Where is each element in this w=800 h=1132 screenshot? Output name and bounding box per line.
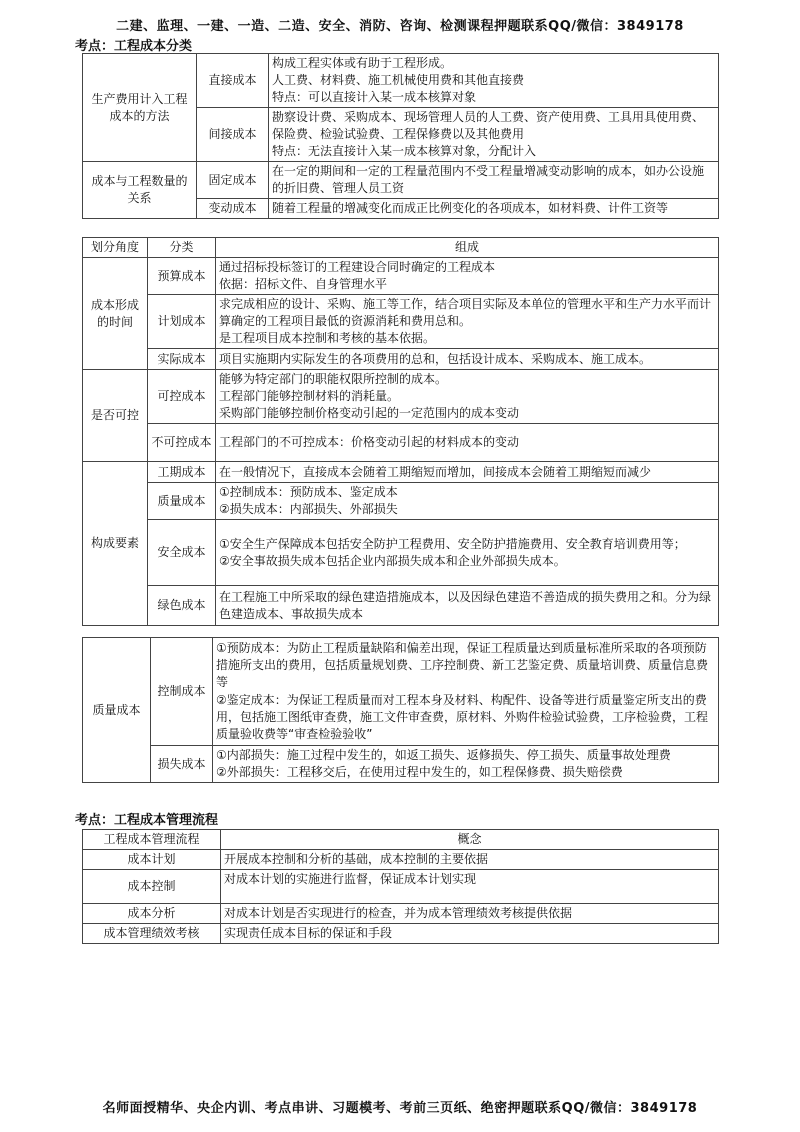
group-label: 质量成本 xyxy=(83,638,151,783)
description-line: 工程部门的不可控成本：价格变动引起的材料成本的变动 xyxy=(219,435,520,450)
table-row xyxy=(83,162,719,199)
category-description xyxy=(216,586,719,626)
table-row xyxy=(83,870,719,904)
table-row xyxy=(83,424,719,462)
category-label: 可控成本 xyxy=(148,370,216,424)
category-label: 间接成本 xyxy=(197,108,269,162)
table-row xyxy=(83,746,719,783)
section-heading-cost-management-process: 考点：工程成本管理流程 xyxy=(75,813,219,828)
description-line: ①控制成本：预防成本、鉴定成本 xyxy=(219,485,398,500)
description-line: 工程部门能够控制材料的消耗量。 xyxy=(219,389,400,404)
category-description xyxy=(216,462,719,483)
category-description xyxy=(216,520,719,586)
category-label: 不可控成本 xyxy=(148,424,216,462)
description-line: 采购部门能够控制价格变动引起的一定范围内的成本变动 xyxy=(219,406,520,421)
cost-management-process-table xyxy=(82,829,719,944)
category-label: 控制成本 xyxy=(151,638,213,746)
column-header: 划分角度 xyxy=(83,238,148,258)
category-label: 预算成本 xyxy=(148,258,216,295)
description-line: ①内部损失：施工过程中发生的，如返工损失、返修损失、停工损失、质量事故处理费 xyxy=(216,748,671,762)
process-description: 对成本计划是否实现进行的检查，并为成本管理绩效考核提供依据 xyxy=(221,904,719,924)
description-line: 人工费、材料费、施工机械使用费和其他直接费 xyxy=(272,73,525,88)
category-label: 工期成本 xyxy=(148,462,216,483)
description-line: ②鉴定成本：为保证工程质量而对工程本身及材料、构配件、设备等进行质量鉴定所支出的费用，包括施工图纸审查费，施工文件审查费，原材料、外购件检验试验费，工序检验费，工程质量验收费等“审查检验验收” xyxy=(216,692,709,741)
table-row xyxy=(83,295,719,349)
column-header: 概念 xyxy=(221,830,719,850)
category-description xyxy=(269,108,719,162)
description-line: ②外部损失：工程移交后，在使用过程中发生的，如工程保修费、损失赔偿费 xyxy=(216,765,623,780)
group-label: 构成要素 xyxy=(83,462,148,626)
quality-cost-table xyxy=(82,637,719,783)
process-name: 成本计划 xyxy=(83,850,221,870)
process-description: 实现责任成本目标的保证和手段 xyxy=(221,924,719,944)
description-line: 在一般情况下，直接成本会随着工期缩短而增加，间接成本会随着工期缩短而减少 xyxy=(219,464,652,479)
description-line: 在一定的期间和一定的工程量范围内不受工程量增减变动影响的成本，如办公设施的折旧费、管理人员工资 xyxy=(272,164,705,196)
cost-classification-table-2 xyxy=(82,237,719,626)
table-row xyxy=(83,258,719,295)
category-label: 实际成本 xyxy=(148,349,216,370)
description-line: ①安全生产保障成本包括安全防护工程费用、安全防护措施费用、安全教育培训费用等； xyxy=(219,536,686,551)
category-description xyxy=(216,258,719,295)
description-line: 构成工程实体或有助于工程形成。 xyxy=(272,56,453,70)
table-row xyxy=(83,520,719,586)
category-description xyxy=(216,349,719,370)
group-label: 是否可控 xyxy=(83,370,148,462)
table-row xyxy=(83,54,719,108)
category-label: 计划成本 xyxy=(148,295,216,349)
category-label: 安全成本 xyxy=(148,520,216,586)
category-description xyxy=(213,746,719,783)
description-line: 通过招标投标签订的工程建设合同时确定的工程成本 xyxy=(219,260,496,275)
table-row xyxy=(83,638,719,746)
process-name: 成本管理绩效考核 xyxy=(83,924,221,944)
group-label: 成本形成的时间 xyxy=(83,258,148,370)
column-header: 组成 xyxy=(216,238,719,258)
table-row xyxy=(83,349,719,370)
category-label: 直接成本 xyxy=(197,54,269,108)
table-row xyxy=(83,904,719,924)
column-header: 工程成本管理流程 xyxy=(83,830,221,850)
cost-classification-table-1 xyxy=(82,53,719,219)
table-row xyxy=(83,586,719,626)
table-row xyxy=(83,850,719,870)
process-description: 开展成本控制和分析的基础，成本控制的主要依据 xyxy=(221,850,719,870)
description-line: 勘察设计费、采购成本、现场管理人员的人工费、资产使用费、工具用具使用费、保险费、检验试验费、工程保修费以及其他费用 xyxy=(272,110,705,142)
page-header-contact: 二建、监理、一建、一造、二造、安全、消防、咨询、检测课程押题联系QQ/微信：3849178 xyxy=(116,19,684,34)
page-footer-contact: 名师面授精华、央企内训、考点串讲、习题模考、考前三页纸、绝密押题联系QQ/微信：3849178 xyxy=(102,1101,698,1116)
table-row xyxy=(83,462,719,483)
description-line: 项目实施期内实际发生的各项费用的总和，包括设计成本、采购成本、施工成本。 xyxy=(219,351,652,366)
table-header-row xyxy=(83,238,719,258)
category-description xyxy=(216,483,719,520)
description-line: 随着工程量的增减变化而成正比例变化的各项成本，如材料费、计件工资等 xyxy=(272,201,669,216)
category-label: 绿色成本 xyxy=(148,586,216,626)
description-line: 特点：可以直接计入某一成本核算对象 xyxy=(272,90,477,105)
table-row xyxy=(83,924,719,944)
category-description xyxy=(216,424,719,462)
column-header: 分类 xyxy=(148,238,216,258)
description-line: 能够为特定部门的职能权限所控制的成本。 xyxy=(219,372,448,387)
category-label: 变动成本 xyxy=(197,199,269,219)
group-label: 生产费用计入工程成本的方法 xyxy=(83,54,197,162)
category-label: 固定成本 xyxy=(197,162,269,199)
description-line: 是工程项目成本控制和考核的基本依据。 xyxy=(219,331,436,346)
category-description xyxy=(216,370,719,424)
category-description xyxy=(269,54,719,108)
group-label: 成本与工程数量的关系 xyxy=(83,162,197,219)
description-line: 依据：招标文件、自身管理水平 xyxy=(219,277,388,292)
table-row xyxy=(83,370,719,424)
table-row xyxy=(83,483,719,520)
description-line: ②安全事故损失成本包括企业内部损失成本和企业外部损失成本。 xyxy=(219,553,566,568)
category-label: 质量成本 xyxy=(148,483,216,520)
description-line: ②损失成本：内部损失、外部损失 xyxy=(219,502,398,517)
description-line: 特点：无法直接计入某一成本核算对象，分配计入 xyxy=(272,144,537,159)
description-line: 求完成相应的设计、采购、施工等工作，结合项目实际及本单位的管理水平和生产力水平而计算确定的工程项目最低的资源消耗和费用总和。 xyxy=(219,297,712,329)
category-label: 损失成本 xyxy=(151,746,213,783)
description-line: 在工程施工中所采取的绿色建造措施成本，以及因绿色建造不善造成的损失费用之和。分为绿色建造成本、事故损失成本 xyxy=(219,589,712,621)
category-description xyxy=(216,295,719,349)
description-line: ①预防成本：为防止工程质量缺陷和偏差出现，保证工程质量达到质量标准所采取的各项预防措施所支出的费用，包括质量规划费、工序控制费、新工艺鉴定费、质量培训费、质量信息费等 xyxy=(216,641,709,690)
process-name: 成本控制 xyxy=(83,870,221,904)
category-description xyxy=(269,162,719,199)
process-description: 对成本计划的实施进行监督，保证成本计划实现 xyxy=(221,870,719,904)
category-description xyxy=(213,638,719,746)
category-description xyxy=(269,199,719,219)
process-name: 成本分析 xyxy=(83,904,221,924)
section-heading-cost-classification: 考点：工程成本分类 xyxy=(75,39,193,54)
table-header-row xyxy=(83,830,719,850)
